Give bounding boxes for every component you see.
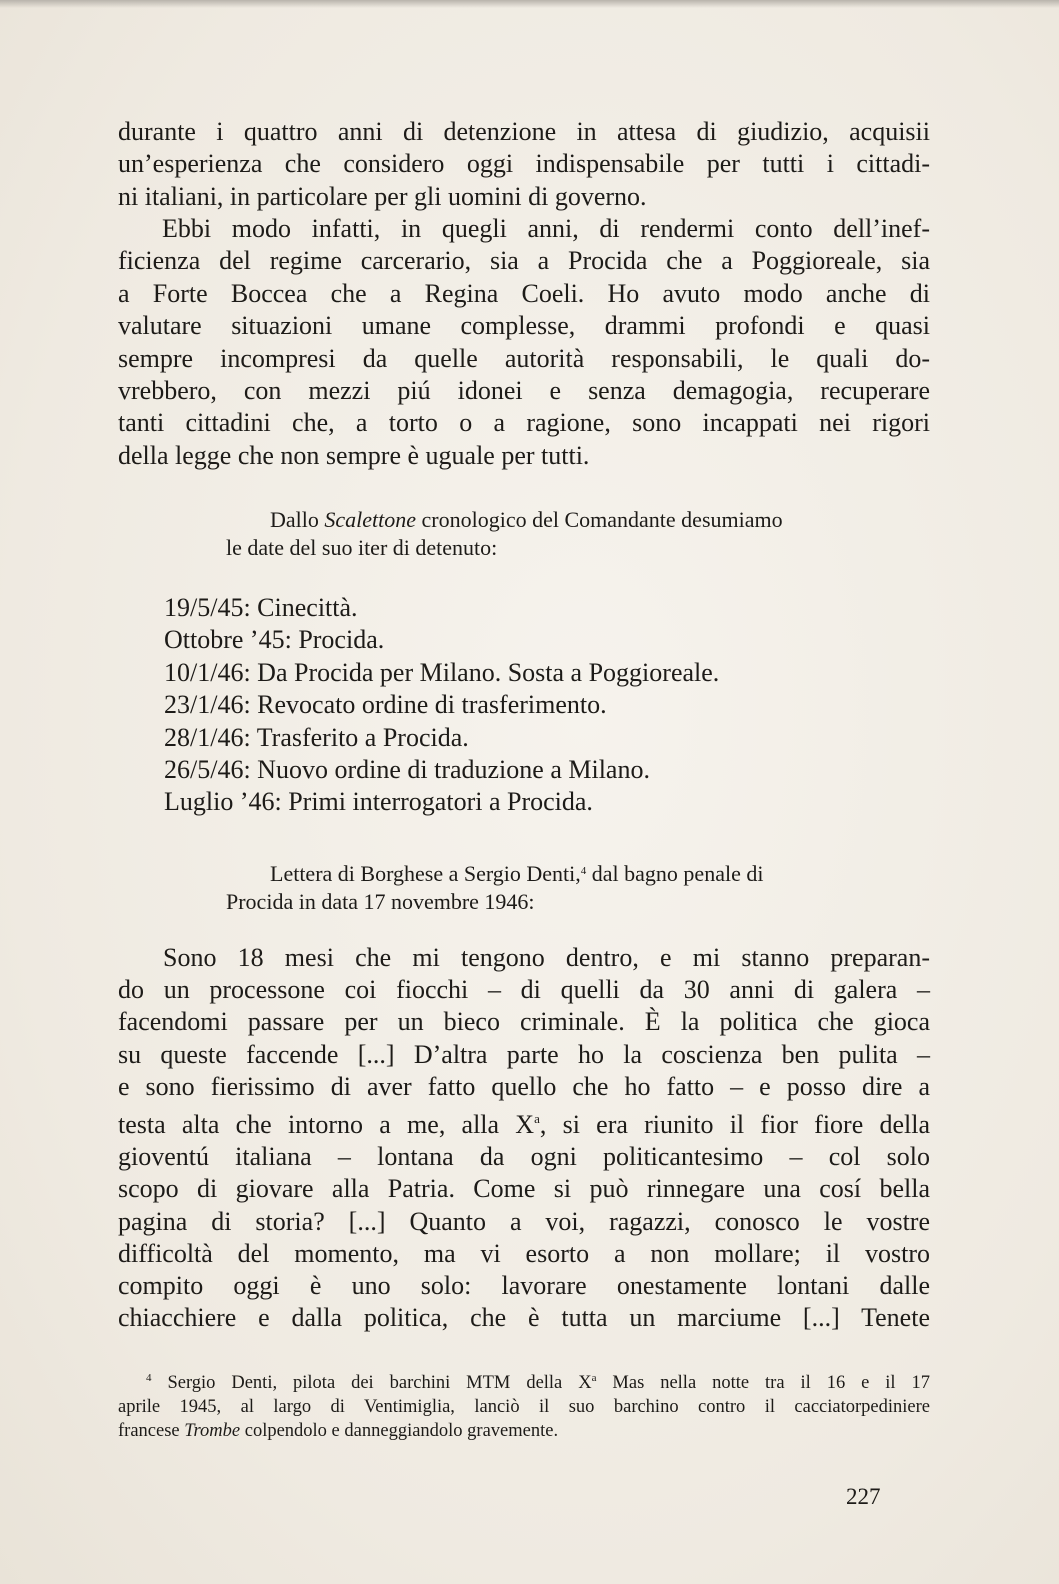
intro-line-2: le date del suo iter di detenuto: <box>226 535 498 560</box>
timeline-date: Ottobre ’45: <box>164 625 292 655</box>
footnote-text: Mas nella notte tra il 16 e il 17 <box>596 1373 931 1393</box>
footnote-number: 4 <box>146 1372 152 1384</box>
text-line: vrebbero, con mezzi piú idonei e senza demagogia, recuperare <box>118 376 930 406</box>
footnote-reference: 4 <box>580 865 587 877</box>
detention-timeline <box>164 592 719 819</box>
intro-text: Dallo <box>270 507 325 532</box>
timeline-date: 26/5/46: <box>164 755 251 785</box>
timeline-item <box>164 624 719 656</box>
footnote-text: francese <box>118 1421 185 1441</box>
letter-line: facendomi passare per un bieco criminale. È la politica che gioca <box>118 1007 930 1037</box>
footnote-line-2: aprile 1945, al largo di Ventimiglia, lanciò il suo barchino contro il cacciatorpediniere <box>118 1397 930 1417</box>
letter-intro-text: Lettera di Borghese a Sergio Denti, <box>270 861 581 886</box>
footnote-line-3 <box>118 1419 930 1443</box>
text-line: a Forte Boccea che a Regina Coeli. Ho avuto modo anche di <box>118 278 930 308</box>
timeline-date: Luglio ’46: <box>164 787 282 817</box>
footnote-text: colpendolo e danneggiandolo gravemente. <box>240 1421 559 1441</box>
letter-line: scopo di giovare alla Patria. Come si può rinnegare una cosí bella <box>118 1174 930 1204</box>
timeline-event: Primi interrogatori a Procida. <box>288 787 593 817</box>
scalettone-intro <box>226 506 930 562</box>
text-line: ni italiani, in particolare per gli uomini di governo. <box>118 181 647 211</box>
timeline-event: Procida. <box>298 625 385 655</box>
timeline-item <box>164 689 719 721</box>
letter-intro-text: dal bagno penale di <box>586 861 764 886</box>
letter-line: chiacchiere e dalla politica, che è tutta un marciume [...] Tenete <box>118 1303 930 1333</box>
letter-line: su queste faccende [...] D’altra parte ho la coscienza ben pulita – <box>118 1039 930 1069</box>
letter-line: difficoltà del momento, ma vi esorto a non mollare; il vostro <box>118 1238 930 1268</box>
text-line: Ebbi modo infatti, in quegli anni, di rendermi conto dell’inef- <box>162 214 930 243</box>
letter-line: compito oggi è uno solo: lavorare onestamente lontani dalle <box>118 1271 930 1301</box>
letter-text: , si era riunito il fior fiore della <box>539 1110 930 1140</box>
page-number: 227 <box>846 1484 881 1509</box>
letter-line: Sono 18 mesi che mi tengono dentro, e mi stanno preparan- <box>163 943 930 972</box>
text-line: della legge che non sempre è uguale per tutti. <box>118 440 590 470</box>
timeline-item <box>164 754 719 786</box>
letter-intro-line-2: Procida in data 17 novembre 1946: <box>226 889 535 914</box>
text-line: valutare situazioni umane complesse, drammi profondi e quasi <box>118 311 930 341</box>
timeline-item <box>164 722 719 754</box>
timeline-date: 10/1/46: <box>164 657 251 687</box>
ship-name: Trombe <box>184 1421 241 1441</box>
footnote-text: Sergio Denti, pilota dei barchini MTM della X <box>167 1373 592 1393</box>
timeline-date: 19/5/45: <box>164 593 251 622</box>
letter-line: gioventú italiana – lontana da ogni politicantesimo – col solo <box>118 1142 930 1172</box>
text-line: un’esperienza che considero oggi indispensabile per tutti i cittadi- <box>118 149 930 179</box>
timeline-event: Trasferito a Procida. <box>256 722 469 752</box>
timeline-date: 28/1/46: <box>164 722 251 752</box>
text-line: tanti cittadini che, a torto o a ragione, sono incappati nei rigori <box>118 408 930 438</box>
intro-line-1 <box>226 506 930 534</box>
footnote <box>118 1366 930 1443</box>
letter-line: do un processone coi fiocchi – di quelli da 30 anni di galera – <box>118 975 930 1005</box>
text-line: sempre incompresi da quelle autorità responsabili, le quali do- <box>118 343 930 373</box>
timeline-item <box>164 592 719 624</box>
superscript: a <box>591 1372 597 1384</box>
timeline-event: Revocato ordine di trasferimento. <box>257 690 607 720</box>
paragraph-2 <box>118 213 930 472</box>
timeline-date: 23/1/46: <box>164 690 251 720</box>
superscript: a <box>534 1111 540 1127</box>
letter-intro <box>226 857 930 916</box>
timeline-item <box>164 657 719 689</box>
letter-line: e sono fierissimo di aver fatto quello che ho fatto – e posso dire a <box>118 1071 930 1101</box>
timeline-event: Cinecittà. <box>257 593 358 622</box>
text-line: ficienza del regime carcerario, sia a Procida che a Poggioreale, sia <box>118 246 930 276</box>
timeline-event: Da Procida per Milano. Sosta a Poggioreale. <box>257 657 720 687</box>
letter-text: testa alta che intorno a me, alla X <box>118 1110 535 1140</box>
timeline-item <box>164 786 719 818</box>
letter-line: pagina di storia? [...] Quanto a voi, ragazzi, conosco le vostre <box>118 1206 930 1236</box>
timeline-event: Nuovo ordine di traduzione a Milano. <box>257 755 650 785</box>
letter-intro-line-1 <box>226 857 930 888</box>
intro-text: cronologico del Comandante desumiamo <box>416 507 783 532</box>
paragraph-1 <box>118 116 930 213</box>
letter-line <box>118 1103 930 1141</box>
text-line: durante i quattro anni di detenzione in attesa di giudizio, acquisii <box>118 117 930 146</box>
scalettone-title: Scalettone <box>324 507 417 532</box>
letter-quote <box>118 942 930 1334</box>
footnote-line-1 <box>118 1366 930 1395</box>
scan-top-edge <box>0 0 1059 8</box>
